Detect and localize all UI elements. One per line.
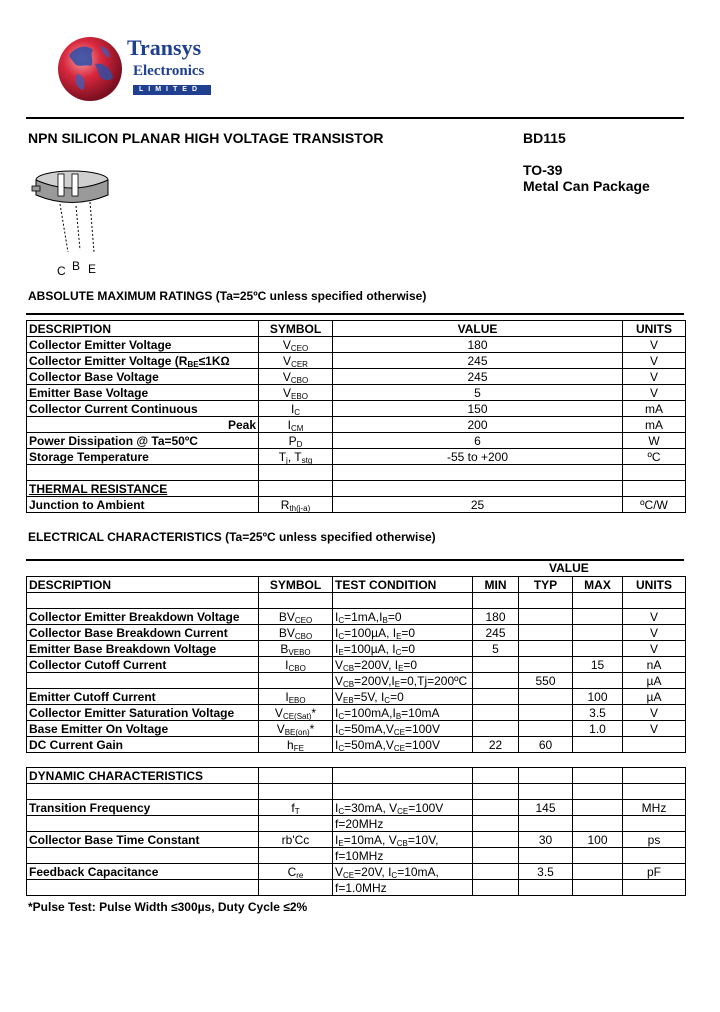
col-header: DESCRIPTION [27,577,259,593]
cell-min [473,657,519,673]
cell-typ [519,689,573,705]
cell-empty [259,880,333,896]
cell-symbol: $T_j$, $T_{stg}$ [259,449,333,465]
cell-description: Collector Emitter Saturation Voltage [27,705,259,721]
col-header: SYMBOL [259,577,333,593]
cell-value: 200 [333,417,623,433]
table-row [27,449,686,465]
cell-empty [27,816,259,832]
table-row [27,353,686,369]
cell-symbol: $V_{EBO}$ [259,385,333,401]
cell-typ: 550 [519,673,573,689]
cell-unit: V [623,385,686,401]
col-header: UNITS [623,577,686,593]
ec-heading: ELECTRICAL CHARACTERISTICS (Ta=25ºC unless specified otherwise) [28,530,436,544]
cell-test-condition: $I_C=30mA$, $V_{CE}=100V$ [333,800,473,816]
cell-typ [519,721,573,737]
cell-unit: W [623,433,686,449]
table-row [27,689,686,705]
cell-symbol: $I_{EBO}$ [259,689,333,705]
cell-symbol: $V_{BE(on)}*$ [259,721,333,737]
footnote: *Pulse Test: Pulse Width ≤300µs, Duty Cycle ≤2% [28,900,308,914]
amr-table [26,320,686,513]
table-header-row [27,768,686,784]
col-header: SYMBOL [259,321,333,337]
table-row [27,641,686,657]
cell-empty [623,816,686,832]
table-header-row [27,577,686,593]
table-row [27,369,686,385]
cell-min [473,705,519,721]
cell-unit: V [623,705,686,721]
table-row [27,385,686,401]
cell-test-condition: $V_{CB}=200V,I_E=0,Tj=200ºC$ [333,673,473,689]
table-row [27,721,686,737]
cell-test-condition: f=1.0MHz [333,880,473,896]
cell-symbol: $BV_{CEO}$ [259,609,333,625]
cell-unit: mA [623,417,686,433]
cell-symbol: $h_{FE}$ [259,737,333,753]
cell-description: Peak [27,417,259,433]
cell-unit: pF [623,864,686,880]
table-row [27,800,686,816]
page-title: NPN SILICON PLANAR HIGH VOLTAGE TRANSISTOR [28,130,384,146]
cell-max: 1.0 [573,721,623,737]
pin-label-c: C [57,264,66,278]
cell-description: Collector Emitter Breakdown Voltage [27,609,259,625]
cell-min [473,689,519,705]
cell-max [573,864,623,880]
cell-value: 150 [333,401,623,417]
cell-empty [473,816,519,832]
pin-label-e: E [88,262,97,276]
cell-unit [623,737,686,753]
cell-max: 100 [573,689,623,705]
table-row [27,465,686,481]
cell-symbol: $V_{CER}$ [259,353,333,369]
cell-unit: V [623,641,686,657]
cell-description: Transition Frequency [27,800,259,816]
cell-description: Collector Emitter Voltage ($R_{BE}\le 1KΩ$ [27,353,259,369]
cell-symbol: rb'Cc [259,832,333,848]
cell-symbol: $I_{CM}$ [259,417,333,433]
package-code: TO-39 [523,162,563,178]
col-header: VALUE [333,321,623,337]
table-row [27,705,686,721]
table-row [27,848,686,864]
cell-unit: MHz [623,800,686,816]
cell-max [573,673,623,689]
cell-empty [473,880,519,896]
cell-empty [27,848,259,864]
cell-typ [519,657,573,673]
cell-typ [519,625,573,641]
table-row [27,737,686,753]
title-top-rule [26,117,684,119]
cell-empty [519,848,573,864]
cell-test-condition: $V_{CB}=200V$, $I_E=0$ [333,657,473,673]
table-row [27,433,686,449]
table-row [27,497,686,513]
cell-unit: ps [623,832,686,848]
company-logo [55,34,225,104]
cell-test-condition: $I_E=100\mu A$, $I_C=0$ [333,641,473,657]
company-name: Transys [127,35,202,60]
cell-max [573,609,623,625]
cell-value: -55 to +200 [333,449,623,465]
col-header: TYP [519,577,573,593]
table-row [27,609,686,625]
cell-symbol: $V_{CBO}$ [259,369,333,385]
col-header: TEST CONDITION [333,577,473,593]
cell-max: 3.5 [573,705,623,721]
cell-test-condition: $I_C=50mA,V_{CE}=100V$ [333,721,473,737]
table-row [27,625,686,641]
table-row [27,816,686,832]
cell-unit: ºC/W [623,497,686,513]
globe-icon [55,34,125,104]
cell-symbol: $B_{VEBO}$ [259,641,333,657]
cell-empty [473,848,519,864]
cell-unit: V [623,337,686,353]
cell-description: Emitter Base Voltage [27,385,259,401]
cell-empty [573,880,623,896]
cell-unit: ºC [623,449,686,465]
amr-rule [26,313,684,315]
package-description: Metal Can Package [523,178,650,194]
thermal-heading: THERMAL RESISTANCE [27,481,259,497]
cell-min [473,673,519,689]
cell-typ: 30 [519,832,573,848]
cell-min: 245 [473,625,519,641]
cell-typ [519,705,573,721]
cell-symbol: $C_{re}$ [259,864,333,880]
cell-description: Feedback Capacitance [27,864,259,880]
cell-symbol: $I_C$ [259,401,333,417]
cell-unit: V [623,609,686,625]
cell-unit: V [623,721,686,737]
cell-value: 25 [333,497,623,513]
cell-min: 5 [473,641,519,657]
cell-test-condition: f=10MHz [333,848,473,864]
table-row [27,417,686,433]
cell-unit: V [623,369,686,385]
cell-max [573,625,623,641]
table-row [27,880,686,896]
cell-unit: mA [623,401,686,417]
table-row [27,864,686,880]
cell-test-condition: $V_{CE}=20V$, $I_C=10mA$, [333,864,473,880]
cell-description: Base Emitter On Voltage [27,721,259,737]
dyn-heading: DYNAMIC CHARACTERISTICS [27,768,259,784]
cell-description [27,673,259,689]
ec-rule [26,559,684,561]
cell-description: DC Current Gain [27,737,259,753]
cell-description: Storage Temperature [27,449,259,465]
cell-empty [573,816,623,832]
cell-max [573,737,623,753]
company-suffix: LIMITED [133,85,211,95]
pin-label-b: B [72,259,81,273]
cell-min [473,832,519,848]
cell-max: 100 [573,832,623,848]
cell-empty [573,848,623,864]
cell-symbol: $BV_{CBO}$ [259,625,333,641]
cell-test-condition: $I_E=10mA$, $V_{CB}=10V$, [333,832,473,848]
cell-description: Power Dissipation @ Ta=50ºC [27,433,259,449]
cell-max [573,641,623,657]
ec-table [26,576,686,753]
cell-description: Collector Cutoff Current [27,657,259,673]
cell-symbol: $I_{CBO}$ [259,657,333,673]
table-row [27,481,686,497]
cell-max: 15 [573,657,623,673]
cell-value: 245 [333,353,623,369]
cell-value: 5 [333,385,623,401]
cell-empty [259,848,333,864]
cell-max [573,800,623,816]
cell-empty [623,848,686,864]
cell-empty [623,880,686,896]
cell-min [473,721,519,737]
cell-test-condition: $V_{EB}=5V$, $I_C=0$ [333,689,473,705]
cell-description: Emitter Cutoff Current [27,689,259,705]
cell-typ [519,641,573,657]
cell-value: 245 [333,369,623,385]
col-header: UNITS [623,321,686,337]
cell-description: Junction to Ambient [27,497,259,513]
cell-min: 22 [473,737,519,753]
cell-test-condition: $I_C=100\mu A$, $I_E=0$ [333,625,473,641]
part-number: BD115 [523,130,566,146]
table-header-row [27,321,686,337]
table-row [27,337,686,353]
cell-typ: 3.5 [519,864,573,880]
cell-description: Collector Base Time Constant [27,832,259,848]
cell-symbol: $P_D$ [259,433,333,449]
cell-description: Collector Current Continuous [27,401,259,417]
cell-typ [519,609,573,625]
cell-test-condition: $I_C=100mA,I_B=10mA$ [333,705,473,721]
cell-symbol [259,673,333,689]
cell-unit: nA [623,657,686,673]
table-row [27,593,686,609]
cell-min: 180 [473,609,519,625]
cell-test-condition: f=20MHz [333,816,473,832]
cell-description: Collector Base Voltage [27,369,259,385]
cell-symbol: $V_{CE(Sat)}*$ [259,705,333,721]
col-header: MIN [473,577,519,593]
table-row [27,673,686,689]
cell-symbol: $R_{th(j-a)}$ [259,497,333,513]
cell-unit: µA [623,689,686,705]
cell-min [473,864,519,880]
cell-empty [259,816,333,832]
cell-description: Collector Base Breakdown Current [27,625,259,641]
cell-empty [27,880,259,896]
dyn-table [26,767,686,896]
cell-symbol: $f_T$ [259,800,333,816]
cell-description: Emitter Base Breakdown Voltage [27,641,259,657]
table-row [27,832,686,848]
company-division: Electronics [133,63,205,79]
table-row [27,784,686,800]
cell-value: 6 [333,433,623,449]
cell-empty [519,880,573,896]
cell-symbol: $V_{CEO}$ [259,337,333,353]
amr-heading: ABSOLUTE MAXIMUM RATINGS (Ta=25ºC unless specified otherwise) [28,289,427,303]
cell-empty [519,816,573,832]
table-row [27,657,686,673]
cell-test-condition: $I_C=50mA,V_{CE}=100V$ [333,737,473,753]
ec-value-group: VALUE [549,561,589,575]
cell-min [473,800,519,816]
col-header: MAX [573,577,623,593]
to39-package-drawing [28,160,118,260]
cell-unit: µA [623,673,686,689]
col-header: DESCRIPTION [27,321,259,337]
cell-unit: V [623,625,686,641]
table-row [27,401,686,417]
cell-description: Collector Emitter Voltage [27,337,259,353]
cell-test-condition: $I_C=1mA,I_B=0$ [333,609,473,625]
cell-typ: 145 [519,800,573,816]
cell-unit: V [623,353,686,369]
cell-typ: 60 [519,737,573,753]
cell-value: 180 [333,337,623,353]
